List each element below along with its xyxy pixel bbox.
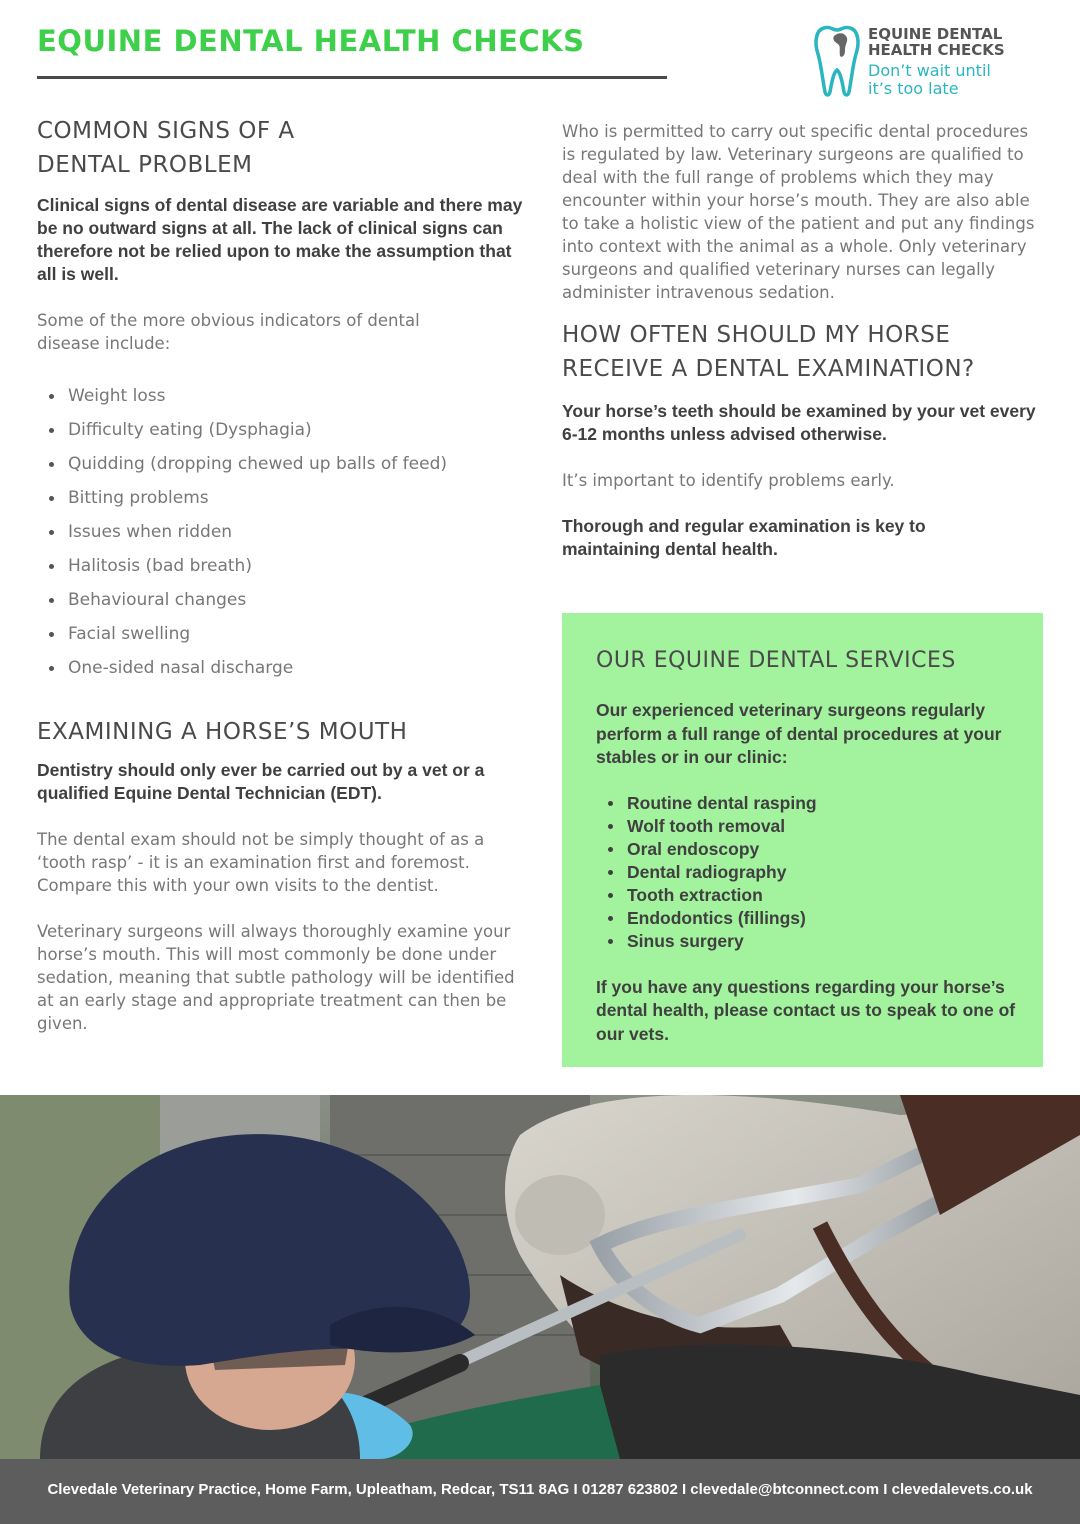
list-item: Behavioural changes: [37, 583, 527, 617]
examining-heading: EXAMINING A HORSE’S MOUTH: [37, 719, 408, 745]
examining-para-2: Veterinary surgeons will always thoroughly examine your horse’s mouth. This will most commonly be done under sedation, meaning that subtle pathology will be identified at an early stage and appropriate treatment can then be given.: [37, 922, 515, 1033]
logo-name: EQUINE DENTAL HEALTH CHECKS: [868, 25, 1005, 59]
services-list: [596, 792, 1016, 953]
left-column: [37, 114, 527, 1035]
list-item: Facial swelling: [37, 617, 527, 651]
list-item: Dental radiography: [596, 861, 1016, 884]
list-item: One-sided nasal discharge: [37, 651, 527, 685]
services-heading: OUR EQUINE DENTAL SERVICES: [596, 648, 956, 673]
list-item: Halitosis (bad breath): [37, 549, 527, 583]
frequency-lead: Your horse’s teeth should be examined by your vet every 6-12 months unless advised otherwise.: [562, 401, 1036, 444]
list-item: Weight loss: [37, 379, 527, 413]
logo-tagline: Don’t wait until it’s too late: [868, 61, 991, 98]
list-item: Issues when ridden: [37, 515, 527, 549]
list-item: Difficulty eating (Dysphagia): [37, 413, 527, 447]
list-item: Oral endoscopy: [596, 838, 1016, 861]
title-divider: [37, 76, 667, 79]
list-item: Routine dental rasping: [596, 792, 1016, 815]
footer-contact: Clevedale Veterinary Practice, Home Farm, Upleatham, Redcar, TS11 8AG I 01287 623802 I clevedale@btconnect.com I clevedalevets.co.uk: [0, 1459, 1080, 1524]
logo: [812, 22, 1052, 104]
examining-lead: Dentistry should only ever be carried out by a vet or a qualified Equine Dental Technician (EDT).: [37, 760, 485, 803]
frequency-para: It’s important to identify problems early.: [562, 471, 895, 490]
list-item: Tooth extraction: [596, 884, 1016, 907]
right-column: [562, 120, 1044, 561]
services-closing: If you have any questions regarding your horse’s dental health, please contact us to speak to one of our vets.: [596, 976, 1016, 1044]
list-item: Sinus surgery: [596, 930, 1016, 953]
regulation-para: Who is permitted to carry out specific dental procedures is regulated by law. Veterinary surgeons are qualified to deal with the full range of problems which they may encounter within your horse’s mouth. They are also able to take a holistic view of the patient and put any findings into context with the animal as a whole. Only veterinary surgeons and qualified veterinary nurses can legally administer intravenous sedation.: [562, 122, 1035, 302]
signs-list: [37, 379, 527, 685]
tooth-horse-icon: [812, 22, 862, 100]
frequency-closing: Thorough and regular examination is key to maintaining dental health.: [562, 516, 926, 559]
services-intro: Our experienced veterinary surgeons regularly perform a full range of dental procedures at your stables or in our clinic:: [596, 700, 1002, 767]
list-item: Bitting problems: [37, 481, 527, 515]
signs-heading: COMMON SIGNS OF A DENTAL PROBLEM: [37, 118, 295, 178]
list-item: Wolf tooth removal: [596, 815, 1016, 838]
vet-dental-exam-photo: [0, 1095, 1080, 1459]
page-title: EQUINE DENTAL HEALTH CHECKS: [37, 24, 585, 58]
services-panel: [562, 613, 1043, 1067]
signs-intro: Some of the more obvious indicators of dental disease include:: [37, 311, 420, 353]
list-item: Endodontics (fillings): [596, 907, 1016, 930]
signs-lead: Clinical signs of dental disease are variable and there may be no outward signs at all. The lack of clinical signs can therefore not be relied upon to make the assumption that all is well.: [37, 195, 523, 284]
frequency-heading: HOW OFTEN SHOULD MY HORSE RECEIVE A DENTAL EXAMINATION?: [562, 322, 975, 382]
examining-para-1: The dental exam should not be simply thought of as a ‘tooth rasp’ - it is an examination first and foremost. Compare this with your own visits to the dentist.: [37, 830, 485, 895]
list-item: Quidding (dropping chewed up balls of feed): [37, 447, 527, 481]
